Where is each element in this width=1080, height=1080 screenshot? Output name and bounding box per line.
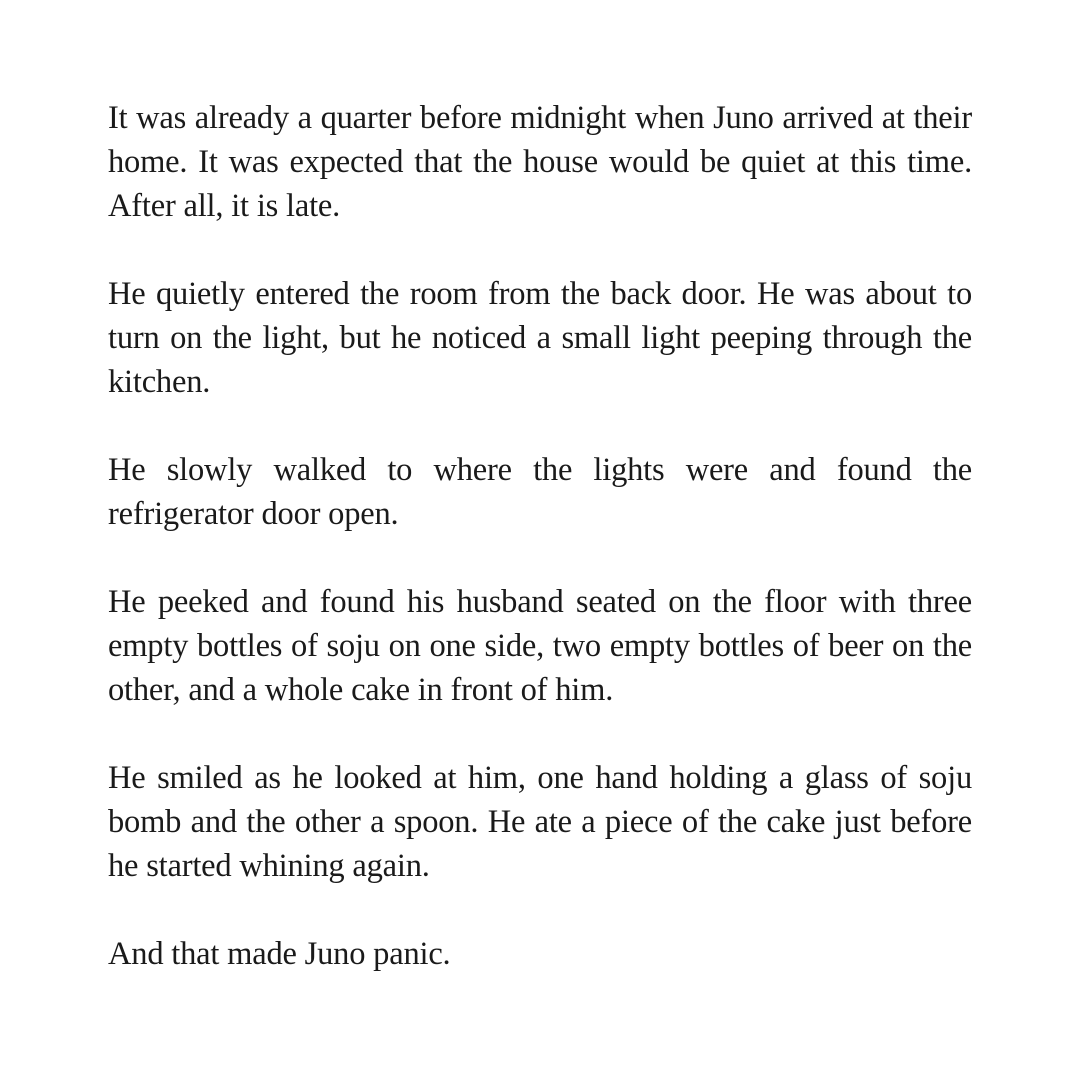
story-paragraph-4: He peeked and found his husband seated on the floor with three empty bottles of soju on one side, two empty bottles of beer on the other, and a whole cake in front of him. [108,584,972,708]
story-paragraph-6: And that made Juno panic. [108,936,451,972]
story-paragraph-2: He quietly entered the room from the back door. He was about to turn on the light, but he noticed a small light peeping through the kitchen. [108,276,972,400]
story-paragraph-5: He smiled as he looked at him, one hand holding a glass of soju bomb and the other a spoon. He ate a piece of the cake just before he started whining again. [108,760,972,884]
story-paragraph-3: He slowly walked to where the lights were and found the refrigerator door open. [108,452,972,532]
story-text [108,96,972,976]
story-paragraph-1: It was already a quarter before midnight when Juno arrived at their home. It was expected that the house would be quiet at this time. After all, it is late. [108,100,972,224]
